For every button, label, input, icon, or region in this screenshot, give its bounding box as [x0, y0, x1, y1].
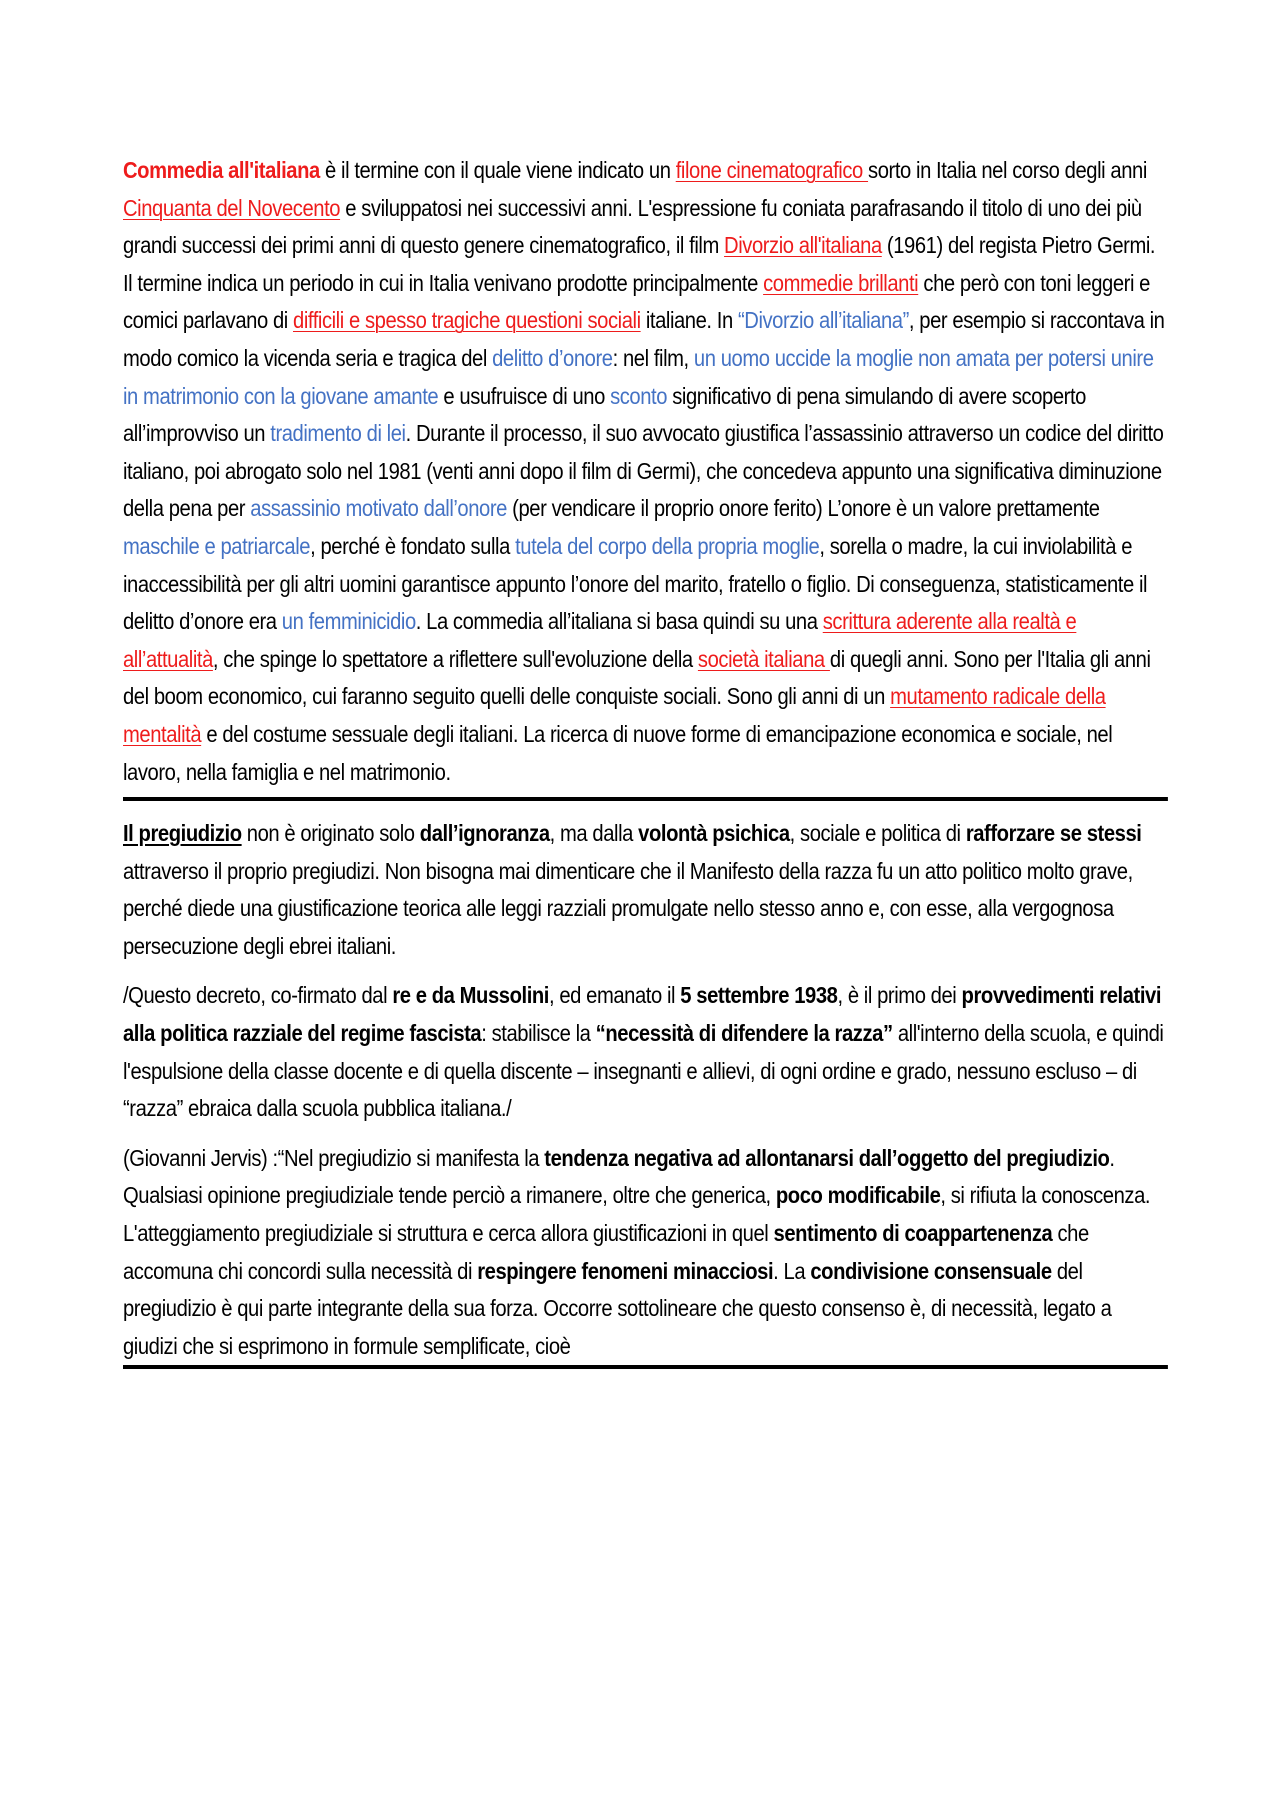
bold-text: tendenza negativa ad allontanarsi dall’oggetto del pregiudizio: [544, 1144, 1110, 1171]
text-run: che però con toni leggeri e comici parlavano di: [123, 269, 1151, 334]
text-run: attraverso il proprio pregiudizi. Non bisogna mai dimenticare che il Manifesto della razza fu un atto politico molto grave, perché diede una giustificazione teorica alle leggi razziali promulgate nello stesso anno e, con esse, alla vergognosa persecuzione degli ebrei italiani.: [123, 857, 1133, 959]
emphasis-text: tradimento di lei: [270, 420, 406, 447]
bold-text: “necessità di difendere la razza”: [595, 1020, 893, 1047]
text-run: , perché è fondato sulla: [310, 532, 516, 559]
text-run: , che spinge lo spettatore a riflettere sull'evoluzione della: [212, 645, 698, 672]
bold-text: sentimento di coappartenenza: [773, 1220, 1053, 1247]
emphasis-text: maschile e patriarcale: [123, 532, 311, 559]
text-run: . La commedia all’italiana si basa quindi su una: [415, 608, 823, 635]
text-link[interactable]: società italiana: [697, 645, 830, 672]
text-run: (Giovanni Jervis) :“Nel pregiudizio si manifesta la: [123, 1144, 545, 1171]
emphasis-text: sconto: [610, 382, 668, 409]
text-run: . La: [773, 1257, 811, 1284]
text-run: /Questo decreto, co-firmato dal: [123, 982, 393, 1009]
text-run: che accomuna chi concordi sulla necessità di: [123, 1220, 1089, 1284]
text-link[interactable]: Cinquanta del Novecento: [123, 194, 341, 221]
text-run: . Qualsiasi opinione pregiudiziale tende perciò a rimanere, oltre che generica,: [123, 1144, 1115, 1209]
bold-underlined-text: Il pregiudizio: [123, 820, 242, 847]
text-link[interactable]: Divorzio all'italiana: [724, 232, 882, 259]
text-link[interactable]: difficili e spesso tragiche questioni sociali: [293, 307, 641, 334]
text-run: italiane. In: [640, 307, 738, 334]
bold-text: volontà psichica: [638, 820, 790, 847]
bold-text: 5 settembre 1938: [680, 982, 838, 1009]
text-link[interactable]: scrittura aderente alla realtà e all’attualità: [123, 608, 1077, 672]
paragraph-pregiudizio: [123, 815, 1168, 965]
emphasis-text: assassinio motivato dall’onore: [250, 495, 507, 522]
emphasis-text: delitto d’onore: [492, 344, 613, 371]
text-run: (per vendicare il proprio onore ferito) L’onore è un valore prettamente: [506, 495, 1100, 522]
text-run: di quegli anni. Sono per l'Italia gli anni del boom economico, cui faranno seguito quelli delle conquiste sociali. Sono gli anni di un: [123, 645, 1151, 710]
bold-text: dall’ignoranza: [419, 820, 550, 847]
bold-text: respingere fenomeni minacciosi: [477, 1257, 774, 1284]
text-run: . Durante il processo, il suo avvocato giustifica l’assassinio attraverso un codice del diritto italiano, poi abrogato solo nel 1981 (venti anni dopo il film di Germi), che concedeva appunto una significativa diminuzione della pena per: [123, 420, 1164, 522]
text-run: all'interno della scuola, e quindi l'espulsione della classe docente e di quella discente – insegnanti e allievi, di ogni ordine e grado, nessuno escluso – di “razza” ebraica dalla scuola pubblica italiana./: [123, 1020, 1164, 1122]
text-run: , per esempio si raccontava in modo comico la vicenda seria e tragica del: [123, 307, 1165, 371]
bold-text: rafforzare se stessi: [965, 820, 1142, 847]
bold-text: condivisione consensuale: [810, 1257, 1052, 1284]
bold-text: re e da Mussolini: [392, 982, 549, 1009]
text-run: , sorella o madre, la cui inviolabilità e inaccessibilità per gli altri uomini garantisce appunto l’onore del marito, fratello o figlio. Di conseguenza, statisticamente il delitto d’onore era: [123, 532, 1148, 635]
text-run: e sviluppatosi nei successivi anni. L'espressione fu coniata parafrasando il titolo di uno dei più grandi successi dei primi anni di questo genere cinematografico, il film: [123, 194, 1142, 259]
text-link[interactable]: filone cinematografico: [675, 157, 869, 183]
text-link[interactable]: commedie brillanti: [763, 269, 919, 296]
text-run: : stabilisce la: [481, 1020, 596, 1047]
emphasis-text: tutela del corpo della propria moglie: [515, 532, 820, 559]
bold-text: poco modificabile: [775, 1182, 941, 1209]
text-run: e usufruisce di uno: [438, 382, 611, 409]
document-body: [123, 152, 1168, 1369]
text-run: del pregiudizio è qui parte integrante della sua forza. Occorre sottolineare che questo consenso è, di necessità, legato a giudizi che si esprimono in formule semplificate, cioè: [123, 1257, 1112, 1359]
paragraph-decreto: [123, 977, 1168, 1127]
text-link[interactable]: mutamento radicale della mentalità: [123, 683, 1106, 747]
emphasis-text: un femminicidio: [281, 608, 416, 635]
text-run: (1961) del regista Pietro Germi. Il termine indica un periodo in cui in Italia venivano prodotte principalmente: [123, 232, 1156, 296]
text-run: , si rifiuta la conoscenza. L'atteggiamento pregiudiziale si struttura e cerca allora giustificazioni in quel: [123, 1182, 1151, 1247]
text-run: e del costume sessuale degli italiani. La ricerca di nuove forme di emancipazione economica e sociale, nel lavoro, nella famiglia e nel matrimonio.: [123, 720, 1113, 785]
emphasis-text: un uomo uccide la moglie non amata per potersi unire in matrimonio con la giovane amante: [123, 344, 1154, 409]
text-run: , ma dalla: [549, 820, 639, 847]
text-run: è il termine con il quale viene indicato un: [319, 157, 676, 183]
text-run: : nel film,: [612, 344, 694, 371]
text-run: , sociale e politica di: [789, 820, 966, 847]
highlight-term: Commedia all'italiana: [123, 157, 320, 183]
paragraph-commedia-italiana: [123, 152, 1168, 801]
bold-text: provvedimenti relativi alla politica razziale del regime fascista: [123, 982, 1162, 1047]
text-run: , è il primo dei: [837, 982, 962, 1009]
text-run: significativo di pena simulando di avere scoperto all’improvviso un: [123, 382, 1086, 447]
text-run: non è originato solo: [241, 820, 420, 847]
paragraph-jervis-quote: [123, 1140, 1168, 1370]
text-run: sorto in Italia nel corso degli anni: [868, 157, 1147, 183]
text-run: , ed emanato il: [548, 982, 681, 1009]
emphasis-text: “Divorzio all’italiana”: [737, 307, 909, 334]
